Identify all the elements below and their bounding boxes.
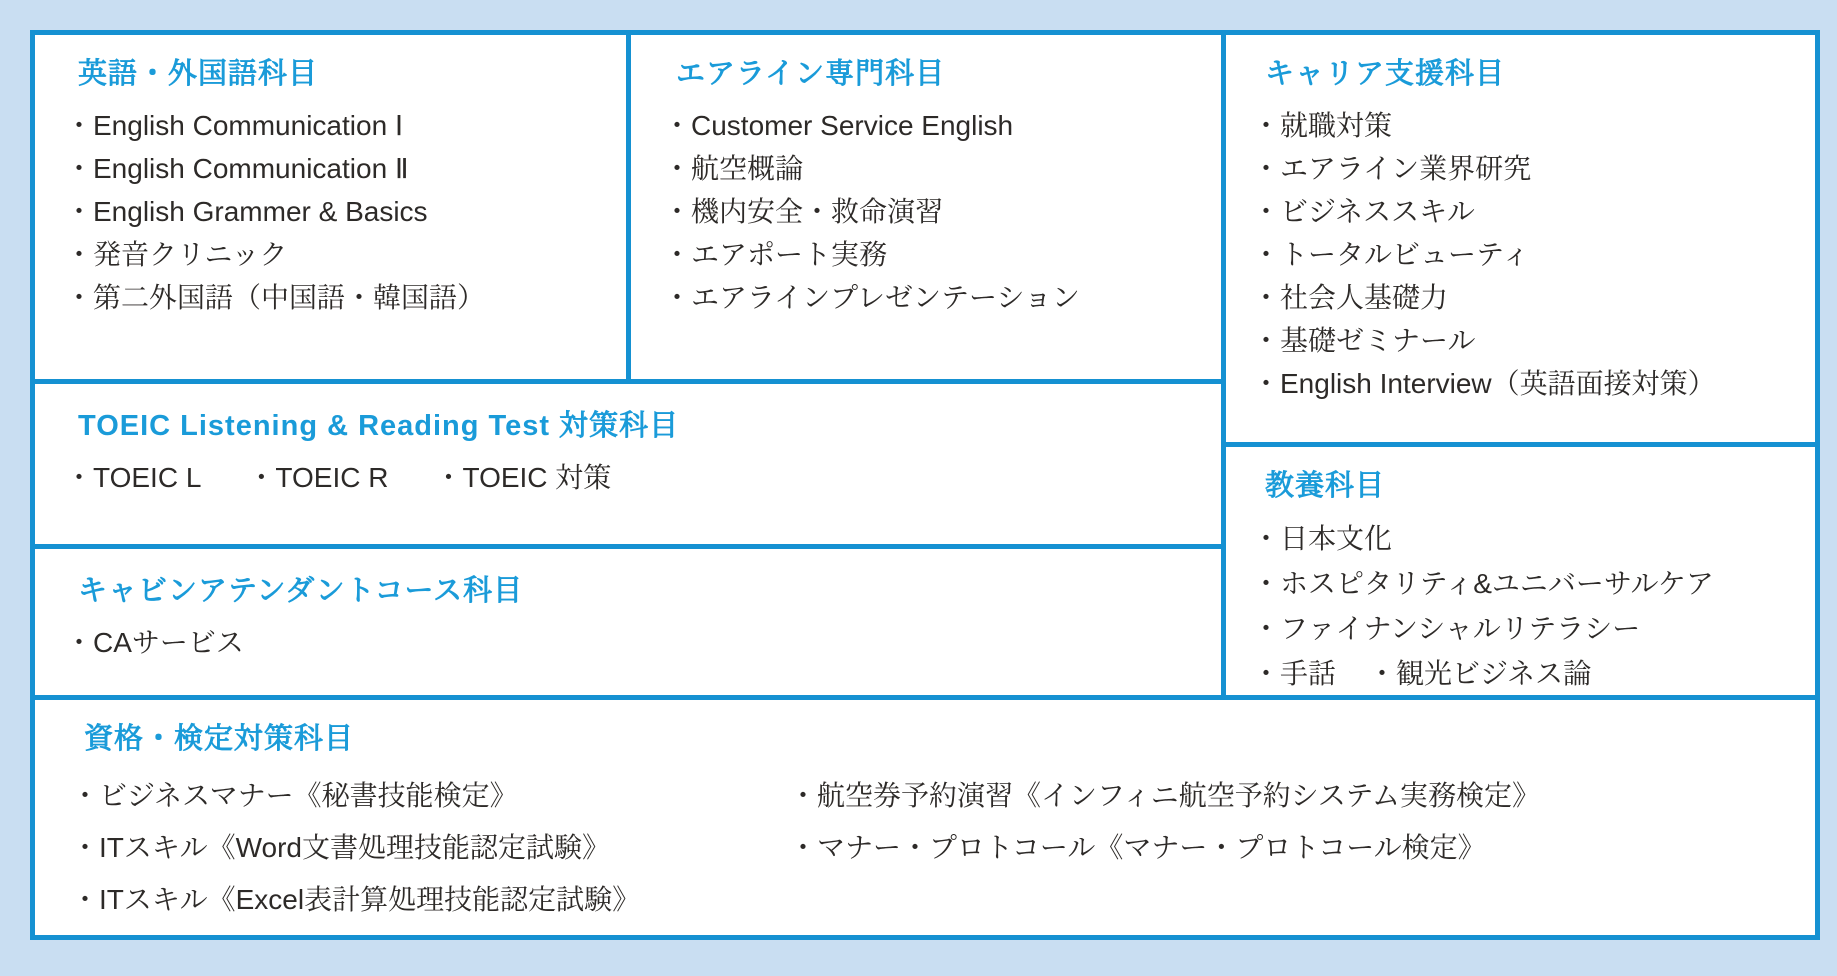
course-line: [1252, 516, 1809, 561]
course-item: ・手話: [1252, 658, 1337, 689]
course-item: ・Customer Service English: [663, 110, 1014, 141]
course-line: [1252, 233, 1809, 276]
course-item: ・第二外国語（中国語・韓国語）: [65, 282, 486, 313]
course-line: [65, 276, 620, 319]
section-title-liberal-arts: 教養科目: [1265, 470, 1386, 502]
course-list-airline-major: [663, 104, 1215, 319]
course-line: [663, 276, 1215, 319]
course-line: [1252, 561, 1809, 606]
course-list-foreign-language: [65, 104, 620, 319]
course-item: ・社会人基礎力: [1252, 282, 1449, 313]
course-item: ・ビジネスマナー《秘書技能検定》: [71, 779, 518, 811]
section-title-career-support: キャリア支援科目: [1265, 58, 1506, 90]
course-list-career-support: [1252, 104, 1809, 405]
course-list-liberal-arts: [1252, 516, 1809, 695]
course-line: [663, 190, 1215, 233]
course-line: [1252, 651, 1809, 695]
box-liberal-arts-subjects: [1226, 447, 1815, 695]
course-item: ・ビジネススキル: [1252, 196, 1475, 227]
course-line: [65, 147, 620, 190]
course-line: [1252, 104, 1809, 147]
course-line: [65, 233, 620, 276]
course-item: ・航空概論: [663, 153, 804, 184]
course-item: ・エアポート実務: [663, 239, 888, 270]
box-career-support-subjects: [1226, 35, 1815, 442]
course-item: ・発音クリニック: [65, 239, 288, 270]
course-line: [1252, 147, 1809, 190]
curriculum-panel: [30, 30, 1820, 940]
course-line: [71, 821, 1809, 873]
course-item: ・TOEIC R: [247, 462, 389, 493]
box-foreign-language-subjects: [35, 35, 626, 379]
course-item: ・English Interview（英語面接対策）: [1252, 368, 1716, 399]
course-list-certification-prep: [71, 769, 1809, 925]
course-item: ・就職対策: [1252, 110, 1393, 141]
section-title-foreign-language: 英語・外国語科目: [78, 58, 319, 90]
course-line: [1252, 319, 1809, 362]
box-airline-major-subjects: [631, 35, 1221, 379]
course-item: ・エアラインプレゼンテーション: [663, 282, 1080, 313]
course-line: [1252, 606, 1809, 651]
course-line: [1252, 190, 1809, 233]
course-item: ・エアライン業界研究: [1252, 153, 1532, 184]
box-toeic-prep-subjects: [35, 384, 1221, 544]
course-item: ・マナー・プロトコール《マナー・プロトコール検定》: [789, 831, 1486, 863]
section-title-certification-prep: 資格・検定対策科目: [84, 723, 355, 755]
section-title-toeic-prep: TOEIC Listening & Reading Test 対策科目: [78, 410, 680, 442]
course-item: ・航空券予約演習《インフィニ航空予約システム実務検定》: [789, 779, 1540, 811]
course-item: ・日本文化: [1252, 523, 1393, 554]
course-item: ・ファイナンシャルリテラシー: [1252, 613, 1641, 644]
course-item: ・ホスピタリティ&ユニバーサルケア: [1252, 568, 1714, 599]
course-list-cabin-attendant: [65, 621, 1215, 664]
course-line: [65, 621, 1215, 664]
course-item: ・CAサービス: [65, 627, 244, 658]
section-title-airline-major: エアライン専門科目: [676, 58, 946, 90]
course-item: ・TOEIC 対策: [434, 462, 612, 493]
course-item: ・English Communication Ⅱ: [65, 153, 409, 184]
course-line: [663, 147, 1215, 190]
course-item: ・ITスキル《Excel表計算処理技能認定試験》: [71, 883, 641, 915]
course-list-toeic-prep: [65, 456, 1215, 499]
course-line: [71, 769, 1809, 821]
course-line: [1252, 276, 1809, 319]
box-cabin-attendant-course-subjects: [35, 549, 1221, 695]
box-certification-prep-subjects: [35, 700, 1815, 935]
section-title-cabin-attendant: キャビンアテンダントコース科目: [78, 575, 524, 607]
course-line: [663, 104, 1215, 147]
course-line: [663, 233, 1215, 276]
course-item: ・ITスキル《Word文書処理技能認定試験》: [71, 831, 610, 863]
course-item: ・機内安全・救命演習: [663, 196, 944, 227]
course-line: [65, 456, 1215, 499]
course-item: ・English Grammer & Basics: [65, 196, 428, 227]
course-line: [1252, 362, 1809, 405]
course-item: ・TOEIC L: [65, 462, 202, 493]
course-line: [65, 104, 620, 147]
course-item: ・トータルビューティ: [1252, 239, 1530, 270]
course-item: ・基礎ゼミナール: [1252, 325, 1476, 356]
course-item: ・English Communication Ⅰ: [65, 110, 404, 141]
course-line: [71, 873, 1809, 925]
course-line: [65, 190, 620, 233]
course-item: ・観光ビジネス論: [1368, 658, 1592, 689]
